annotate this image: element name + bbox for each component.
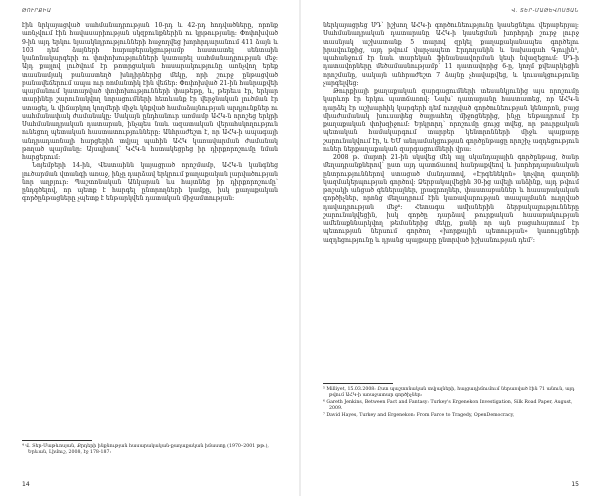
footnote-rule	[22, 440, 92, 441]
paragraph: էին նրկայացված սահմանադրության 10-րդ և 42-րդ հոդվածները, որոնք առնչվում էին հավասարիության սկզբունքներին ու կրթությանը: Փոփոխված 9-ին այդ երկու նյաակնդրությունների հաջողվեց խորհրդարանում 411 ձայն և 103 դեմ ձայների հարաբերակցությամբ հաստատել սենտաին կանոնակարգերի ու փոփոխությունների կատարել սահմանադրության մեջ: Այդ քայլով լուծվում էր թոտրցական հասարակությունը առնչվող երեք տասնամյակ բանաստեղծ խնդիրներից մեկը, որի շուրջ ընթացված բանավեճերում ապա ուր ռոմանտիկ էին վեճեր: Փոփոխված 21-ին հանրաքվեի պայմանում կատարված փոփոխությունների փաթեթը, և, թերեւս էր, երկար տարիներ շարունակվող նորացումների հետևանք էր վերջնական լուծման էր ստացել, և վիճարկող կողմերի միջև կնքված համաձայնության արդյունքներ ու սահմանափակ ժամանակը: Սակայն ընդհանուր առմամբ ԱՀԿ-ն որոշեց երկրի Սահմանադրական դատարան, ինչպես նաև ազատական վերահսկողություն ունեցող պետական հաստատությունները: Անհրաժեշտ է, որ ԱՀԿ-ի ապագայի անդրադառնալի հարցերին տվյալ պահին ԱՀԿ կառավարման ժամանակ թողած պայմանը: Այսպիսով՝ ԿՀԿ-ն հստակեցրեց իր դիրքորոշումը նման հարցերում:	[22, 22, 278, 161]
footnote: ⁴ Վ. Տեր-Մաթևոսյան, Քրդերի ինքնության հասարակական-քաղաքական իմաստը (1970–2001 թթ.), Երևան, Լիմուշ, 2008, էջ 178-187:	[22, 444, 269, 456]
right-page	[301, 0, 600, 496]
paragraph: ներկայացրեց ՍԴ՝ իշխող ԱՀԿ-ի գործունեությունը կասեցնելու վերաբերյալ: Սահմանադրական դատարանը ԱՀԿ-ի կասեցման խորհրդի շուրջ լուրջ տասնյակ աշխատանք 5 տարով զրկել քաղաքականապես գործելու իրավունքից, այդ թվում վարչապետ Էրդողանին և նախագահ Գյուլին⁵, պահանջում էր նաև տարեկան ֆինանսավորման կեսի նվազեցում: ՍԴ-ի դատավորները մեծամասնությամբ՝ 11 դատավորից 6-ը, կողմ քվեարկեցին որոշմանը, սակայն անհրաժեշտ 7 ձայնը չհավաքվեց, և կուսակցությունը չարգելվեց:	[323, 22, 579, 87]
running-head-right: Վ. ՏԵՐ-ՄԱԹԵՎՈՍՅԱՆ	[511, 8, 579, 14]
right-footnotes	[323, 383, 579, 420]
paragraph: Նոյեմբերի 14-ին, Վեստաինն կայացրած որոշմամբ, ԱՀԿ-ն կանգնեց լուծարման վտանգի առաջ, ինչը դարձավ երկրում քաղաքական լարվածության նոր աղբյուր: Պաշտոնական Անկարան ևս հայտնեց իր դիրքորոշումը՝ ընդգծելով, որ պետք է հարգել ընտրողների կամքը, իսկ քաղաքական գործընթացները չպետք է ենթարկվեն դատական միջամտության:	[22, 162, 278, 203]
footnote: ⁶ Gareth Jenkins, Between Fact and Fantasy: Turkey's Ergenekon Investigation, Silk Road Paper, August, 2009.	[323, 400, 573, 412]
footnote: ⁵ Milliyet, 15.03.2008: Ըստ պաշտոնական տվյալների, հայցադիմումում ներառված էին 71 անուն, այդ թվում ԱՀԿ-ի առաջատար գործիչներ:	[323, 387, 575, 399]
paragraph: 2008 թ. մարտի 21-ին սկսվեց մեկ այլ սկանդալային գործընթաց, ծանր մեղադրանքներով՝ ըստ այդ պատճառով հանրաքվեով և խորհրդարանական ընտրություններով ստացած մանդատով, «Էրգենեկոն» կոչվող գաղտնի կազմակերպության գործով: Ձերբակալվեցին 30-ից ավելի անձինք, այդ թվում թոշակի անցած գեներալներ, լրագրողներ, փաստաբաններ և հասարակական գործիչներ, որոնց մեղադրում էին կառավարության տապալմանն ուղղված դավադրության մեջ⁶: Հետագա ամիսներին ձերբակալությունները շարունակվեցին, իսկ գործը դարձավ թուրքական հասարակության ամենաքննարկվող թեմաներից մեկը, քանի որ այն բացահայտում էր պետության ներսում գործող «խորքային պետության» կառույցների ազդեցությունը և դրանց պայքարը ընտրված իշխանության դեմ⁷:	[323, 154, 579, 244]
right-body-text	[323, 22, 579, 245]
page-number-left: 14	[22, 481, 30, 488]
page-number-right: 15	[571, 481, 579, 488]
left-body-text	[22, 22, 278, 204]
footnote: ⁷ David Hayes, Turkey and Ergenekon: From Farce to Tragedy, OpenDemocracy,	[323, 413, 515, 419]
running-head-left: ԹՈՒՐՔԻԱ	[22, 8, 52, 14]
paragraph: Թուրքիայի քաղաքական զարգացումների տեսանկյունից այս որոշումը կարևոր էր երկու պատճառով: Նախ՝ դատարանը հաստատեց, որ ԱՀԿ-ն դարձել էր աշխարհիկ կարգերի դեմ ուղղված գործունեության կենտրոն, բայց միաժամանակ խուսափեց ծայրահեղ միջոցներից, ինչը ենթադրում էր քաղաքական փոխզիջում: Երկրորդ՝ որոշումը ցույց տվեց, որ թուրքական պետական համակարգում տարբեր կենտրոնների միջև պայքարը շարունակվում էր, և ԵՄ անդամակցության գործընթացը որոշիչ ազդեցություն ուներ ներքաղաքական զարգացումների վրա:	[323, 88, 579, 153]
left-footnotes	[22, 440, 278, 457]
footnote-rule	[323, 383, 393, 384]
